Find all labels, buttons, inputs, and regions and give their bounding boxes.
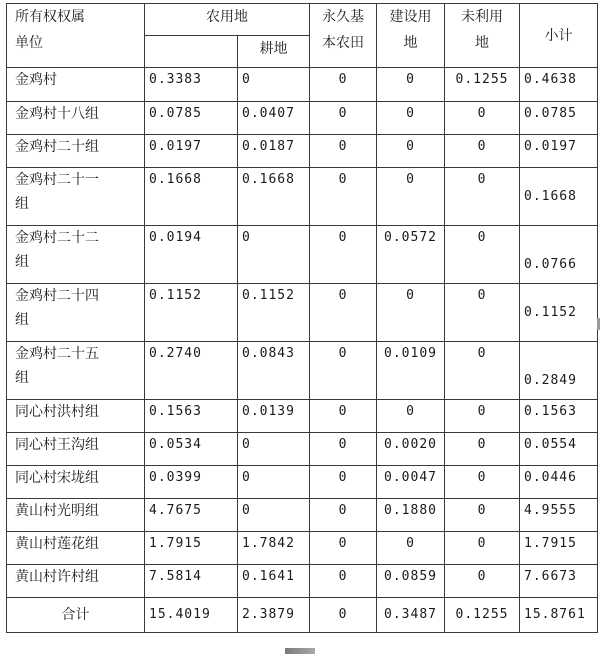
cell-basic: 0: [310, 135, 377, 168]
cell-basic: 0: [310, 499, 377, 532]
cell-basic: 0: [310, 565, 377, 598]
page-fragment-mark: [285, 648, 315, 654]
cell-basic: 0: [310, 68, 377, 102]
cell-cons: 0.0020: [377, 433, 445, 466]
cell-agri: 0.0534: [145, 433, 238, 466]
cell-cons: 0.0047: [377, 466, 445, 499]
cell-cons: 0: [377, 135, 445, 168]
table-row: [7, 102, 598, 135]
header-basic-farmland: [310, 4, 377, 68]
total-name: 合计: [7, 598, 145, 633]
cell-unused: 0: [445, 532, 520, 565]
header-construction: [377, 4, 445, 68]
header-owner-line2: 单位: [15, 35, 43, 51]
table-row: [7, 342, 598, 400]
table-row: [7, 168, 598, 226]
owner-name-line: 组: [15, 370, 29, 386]
cell-cons: 0.0859: [377, 565, 445, 598]
cell-cult: 0.1668: [238, 168, 310, 226]
header-cons-line2: 地: [403, 35, 418, 51]
owner-name-line: 组: [15, 312, 29, 328]
cell-cult: 0.1641: [238, 565, 310, 598]
cell-cult: 0: [238, 499, 310, 532]
cell-agri: 0.2740: [145, 342, 238, 400]
cell-cult: 0.0187: [238, 135, 310, 168]
cell-agri: 0.1668: [145, 168, 238, 226]
cell-unused: 0: [445, 565, 520, 598]
land-area-table: [6, 3, 598, 633]
cell-cult: 1.7842: [238, 532, 310, 565]
cell-agri: 7.5814: [145, 565, 238, 598]
cell-agri: 0.0194: [145, 226, 238, 284]
owner-name-line: 金鸡村: [15, 72, 57, 88]
total-sub: 15.8761: [520, 598, 598, 633]
owner-name-line: 金鸡村二十二: [15, 230, 99, 246]
header-unused: [445, 4, 520, 68]
cell-basic: 0: [310, 168, 377, 226]
cell-cons: 0: [377, 284, 445, 342]
cell-sub: 1.7915: [520, 532, 598, 565]
cell-cult: 0.0843: [238, 342, 310, 400]
header-subtotal: 小计: [520, 4, 598, 68]
cell-sub: 4.9555: [520, 499, 598, 532]
cell-unused: 0: [445, 102, 520, 135]
cell-cons: 0.0572: [377, 226, 445, 284]
cell-unused: 0: [445, 284, 520, 342]
owner-name-line: 同心村王沟组: [15, 437, 99, 453]
header-cultivated: 耕地: [238, 36, 310, 68]
cell-unused: 0: [445, 499, 520, 532]
cell-owner: [7, 135, 145, 168]
cell-agri: 0.3383: [145, 68, 238, 102]
table-row: [7, 284, 598, 342]
cell-agri: 0.0785: [145, 102, 238, 135]
cell-sub: 0.0197: [520, 135, 598, 168]
owner-name-line: 同心村洪村组: [15, 404, 99, 420]
cell-agri: 4.7675: [145, 499, 238, 532]
table-row: [7, 400, 598, 433]
cell-owner: [7, 342, 145, 400]
cell-owner: [7, 68, 145, 102]
cell-owner: [7, 565, 145, 598]
cell-owner: [7, 284, 145, 342]
land-table-sheet: [6, 3, 598, 633]
cell-unused: 0: [445, 226, 520, 284]
header-agri: 农用地: [145, 4, 310, 36]
cell-basic: 0: [310, 226, 377, 284]
cell-basic: 0: [310, 400, 377, 433]
cell-basic: 0: [310, 433, 377, 466]
cell-owner: [7, 466, 145, 499]
cell-agri: 0.1563: [145, 400, 238, 433]
cell-cons: 0: [377, 400, 445, 433]
owner-name-line: 黄山村许村组: [15, 569, 99, 585]
table-row: [7, 433, 598, 466]
cell-sub: 0.1152: [520, 284, 598, 342]
owner-name-line: 组: [15, 254, 29, 270]
cell-owner: [7, 102, 145, 135]
cell-basic: 0: [310, 102, 377, 135]
total-row: [7, 598, 598, 633]
cell-cult: 0.0407: [238, 102, 310, 135]
header-unused-line1: 未利用: [461, 9, 503, 25]
cell-sub: 7.6673: [520, 565, 598, 598]
cell-unused: 0.1255: [445, 68, 520, 102]
cell-owner: [7, 168, 145, 226]
table-row: [7, 135, 598, 168]
owner-name-line: 金鸡村十八组: [15, 106, 99, 122]
total-agri: 15.4019: [145, 598, 238, 633]
cell-cons: 0.0109: [377, 342, 445, 400]
cell-agri: 0.0197: [145, 135, 238, 168]
total-cult: 2.3879: [238, 598, 310, 633]
owner-name-line: 金鸡村二十四: [15, 288, 99, 304]
cell-cult: 0: [238, 226, 310, 284]
cell-basic: 0: [310, 532, 377, 565]
owner-name-line: 黄山村莲花组: [15, 536, 99, 552]
table-row: [7, 532, 598, 565]
header-cons-line1: 建设用: [389, 9, 432, 25]
cell-basic: 0: [310, 466, 377, 499]
cell-unused: 0: [445, 400, 520, 433]
owner-name-line: 金鸡村二十组: [15, 139, 99, 155]
header-unused-line2: 地: [475, 35, 489, 51]
cell-agri: 0.1152: [145, 284, 238, 342]
cell-agri: 1.7915: [145, 532, 238, 565]
owner-name-line: 黄山村光明组: [15, 503, 99, 519]
cell-unused: 0: [445, 135, 520, 168]
owner-name-line: 金鸡村二十五: [15, 346, 99, 362]
cell-cons: 0.1880: [377, 499, 445, 532]
cell-sub: 0.0554: [520, 433, 598, 466]
cell-unused: 0: [445, 168, 520, 226]
cell-unused: 0: [445, 466, 520, 499]
cell-owner: [7, 226, 145, 284]
table-row: [7, 68, 598, 102]
header-owner-line1: 所有权权属: [15, 9, 85, 25]
cell-cons: 0: [377, 532, 445, 565]
total-unused: 0.1255: [445, 598, 520, 633]
total-basic: 0: [310, 598, 377, 633]
owner-name-line: 金鸡村二十一: [15, 172, 99, 188]
cell-sub: 0.0766: [520, 226, 598, 284]
cell-owner: [7, 400, 145, 433]
cell-sub: 0.1668: [520, 168, 598, 226]
cell-cult: 0: [238, 68, 310, 102]
owner-name-line: 组: [15, 196, 29, 212]
cell-sub: 0.2849: [520, 342, 598, 400]
owner-name-line: 同心村宋垅组: [15, 470, 99, 486]
table-row: [7, 226, 598, 284]
cell-owner: [7, 532, 145, 565]
cell-cons: 0: [377, 168, 445, 226]
cell-cult: 0.0139: [238, 400, 310, 433]
cell-cult: 0: [238, 433, 310, 466]
table-row: [7, 466, 598, 499]
cell-cons: 0: [377, 102, 445, 135]
header-basic-line2: 本农田: [322, 35, 364, 51]
cell-agri: 0.0399: [145, 466, 238, 499]
cell-basic: 0: [310, 342, 377, 400]
cell-cons: 0: [377, 68, 445, 102]
cell-owner: [7, 433, 145, 466]
cell-basic: 0: [310, 284, 377, 342]
table-row: [7, 499, 598, 532]
header-owner: [7, 4, 145, 68]
cell-unused: 0: [445, 342, 520, 400]
header-basic-line1: 永久基: [322, 9, 364, 25]
cell-unused: 0: [445, 433, 520, 466]
cell-sub: 0.4638: [520, 68, 598, 102]
cell-sub: 0.1563: [520, 400, 598, 433]
cell-owner: [7, 499, 145, 532]
cell-cult: 0: [238, 466, 310, 499]
cell-cult: 0.1152: [238, 284, 310, 342]
cell-sub: 0.0446: [520, 466, 598, 499]
table-row: [7, 565, 598, 598]
header-agri-blank: [145, 36, 238, 68]
cell-sub: 0.0785: [520, 102, 598, 135]
total-cons: 0.3487: [377, 598, 445, 633]
